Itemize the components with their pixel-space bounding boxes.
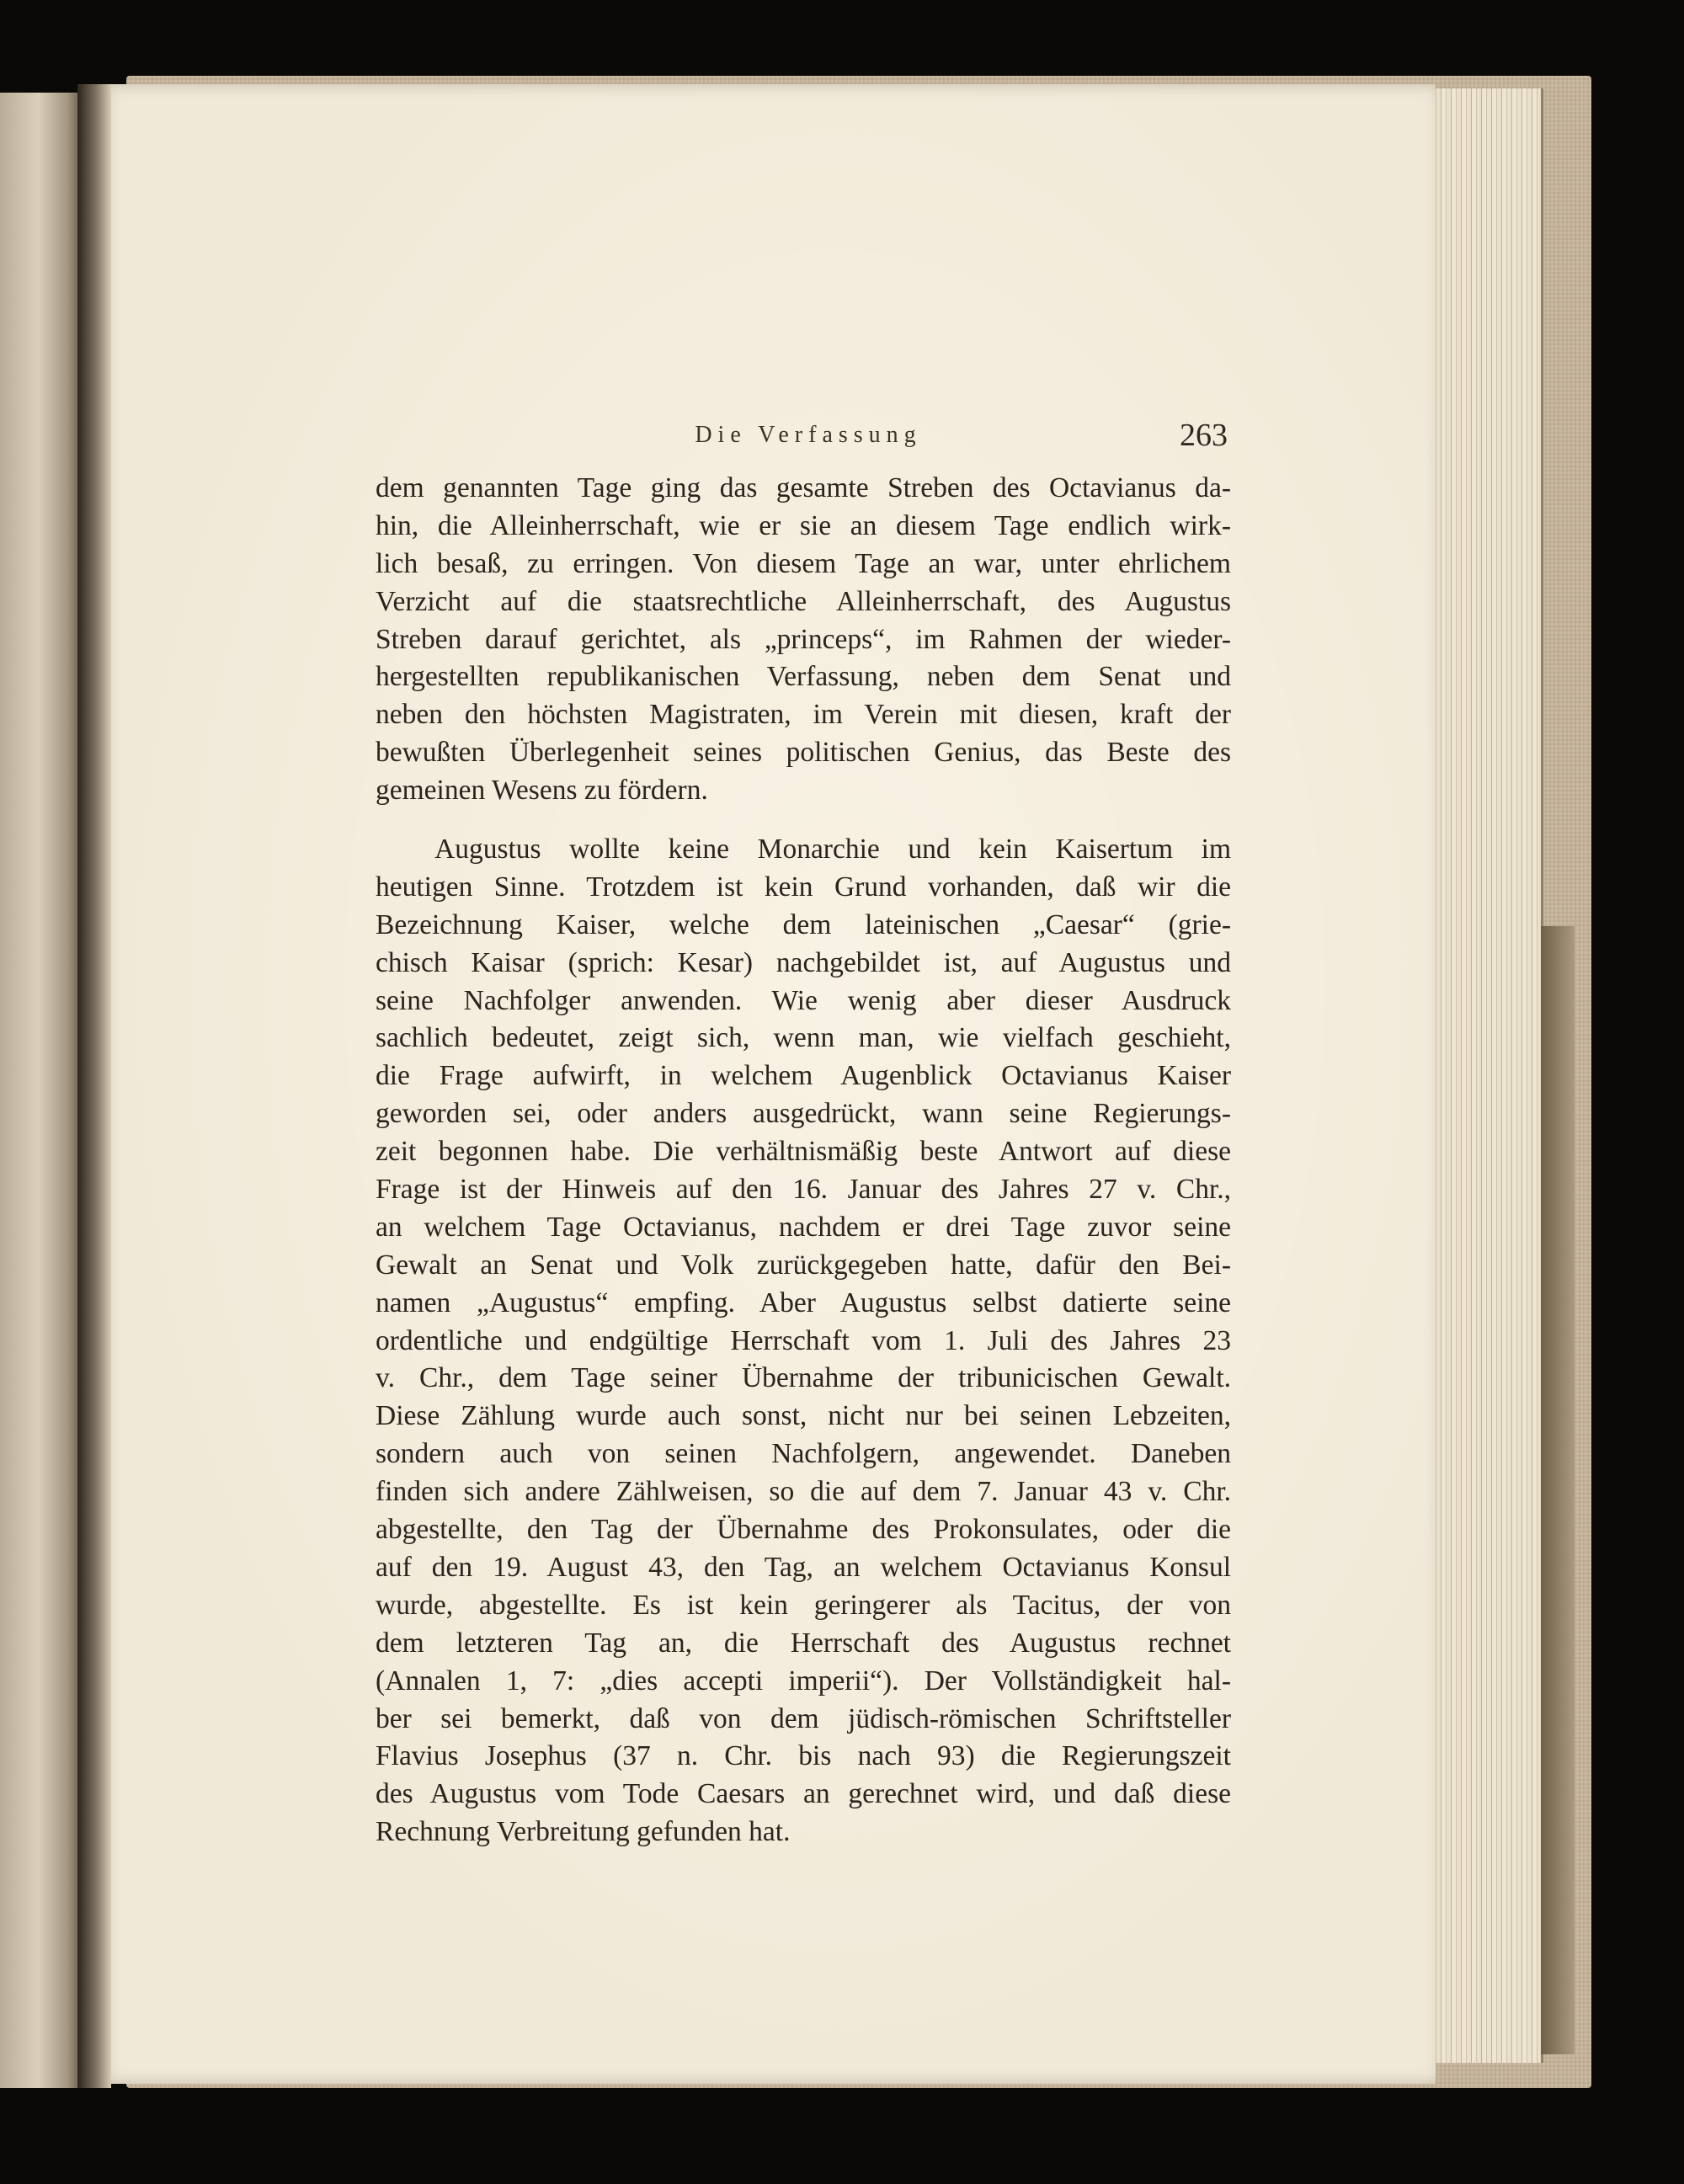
text-line: lich besaß, zu erringen. Von diesem Tage an war, unter ehrlichem xyxy=(376,547,1231,579)
text-line: hin, die Alleinherrschaft, wie er sie an diesem Tage endlich wirk- xyxy=(376,509,1231,541)
running-title: Die Verfassung xyxy=(695,422,922,448)
text-line: Flavius Josephus (37 n. Chr. bis nach 93) die Regierungszeit xyxy=(376,1740,1231,1772)
page-header xyxy=(379,414,1238,456)
text-line: Streben darauf gerichtet, als „princeps“, im Rahmen der wieder- xyxy=(376,623,1231,655)
paragraph-1 xyxy=(376,470,1231,810)
text-line: sachlich bedeutet, zeigt sich, wenn man, wie vielfach geschieht, xyxy=(376,1022,1231,1054)
text-line: geworden sei, oder anders ausgedrückt, wann seine Regierungs- xyxy=(376,1098,1231,1130)
paragraph-spacing xyxy=(376,810,1231,831)
text-line: seine Nachfolger anwenden. Wie wenig aber dieser Ausdruck xyxy=(376,984,1231,1016)
page-number: 263 xyxy=(1180,418,1228,453)
text-line: Gewalt an Senat und Volk zurückgegeben hatte, dafür den Bei- xyxy=(376,1249,1231,1281)
page-block-edges xyxy=(1431,88,1543,2063)
paragraph-2 xyxy=(376,831,1231,1851)
text-line: des Augustus vom Tode Caesars an gerechnet wird, und daß diese xyxy=(376,1778,1231,1810)
body-text xyxy=(376,470,1231,1851)
text-line: (Annalen 1, 7: „dies accepti imperii“). Der Vollständigkeit hal- xyxy=(376,1665,1231,1697)
text-line: finden sich andere Zählweisen, so die auf dem 7. Januar 43 v. Chr. xyxy=(376,1476,1231,1508)
text-line: Augustus wollte keine Monarchie und kein Kaisertum im xyxy=(434,834,1231,866)
text-line: sondern auch von seinen Nachfolgern, angewendet. Daneben xyxy=(376,1438,1231,1470)
text-line: Frage ist der Hinweis auf den 16. Januar des Jahres 27 v. Chr., xyxy=(376,1174,1231,1206)
text-line: v. Chr., dem Tage seiner Übernahme der tribunicischen Gewalt. xyxy=(376,1362,1231,1394)
text-line: Verzicht auf die staatsrechtliche Alleinherrschaft, des Augustus xyxy=(376,585,1231,617)
text-line: dem letzteren Tag an, die Herrschaft des Augustus rechnet xyxy=(376,1627,1231,1659)
text-line: die Frage aufwirft, in welchem Augenblick Octavianus Kaiser xyxy=(376,1060,1231,1092)
text-line: wurde, abgestellte. Es ist kein geringerer als Tacitus, der von xyxy=(376,1589,1231,1621)
text-line: namen „Augustus“ empfing. Aber Augustus selbst datierte seine xyxy=(376,1286,1231,1318)
text-line: dem genannten Tage ging das gesamte Streben des Octavianus da- xyxy=(376,472,1231,503)
text-line: gemeinen Wesens zu fördern. xyxy=(376,775,708,807)
text-line: heutigen Sinne. Trotzdem ist kein Grund vorhanden, daß wir die xyxy=(376,871,1231,903)
text-line: chisch Kaisar (sprich: Kesar) nachgebildet ist, auf Augustus und xyxy=(376,946,1231,978)
book-gutter-shadow xyxy=(77,84,111,2088)
text-line: ordentliche und endgültige Herrschaft vom 1. Juli des Jahres 23 xyxy=(376,1324,1231,1356)
text-line: auf den 19. August 43, den Tag, an welchem Octavianus Konsul xyxy=(376,1551,1231,1583)
text-line: neben den höchsten Magistraten, im Verein mit diesen, kraft der xyxy=(376,699,1231,731)
text-line: ber sei bemerkt, daß von dem jüdisch-römischen Schriftsteller xyxy=(376,1702,1231,1734)
text-line: Diese Zählung wurde auch sonst, nicht nur bei seinen Lebzeiten, xyxy=(376,1400,1231,1432)
text-line: abgestellte, den Tag der Übernahme des Prokonsulates, oder die xyxy=(376,1514,1231,1546)
text-line: hergestellten republikanischen Verfassung, neben dem Senat und xyxy=(376,661,1231,693)
left-facing-page xyxy=(0,93,84,2088)
page-edge-shadow xyxy=(1541,926,1575,2054)
text-line: an welchem Tage Octavianus, nachdem er drei Tage zuvor seine xyxy=(376,1211,1231,1243)
text-line: bewußten Überlegenheit seines politischen Genius, das Beste des xyxy=(376,737,1231,769)
text-line: Rechnung Verbreitung gefunden hat. xyxy=(376,1816,791,1848)
text-line: zeit begonnen habe. Die verhältnismäßig beste Antwort auf diese xyxy=(376,1136,1231,1168)
book-page xyxy=(101,84,1436,2084)
text-line: Bezeichnung Kaiser, welche dem lateinischen „Caesar“ (grie- xyxy=(376,908,1231,940)
